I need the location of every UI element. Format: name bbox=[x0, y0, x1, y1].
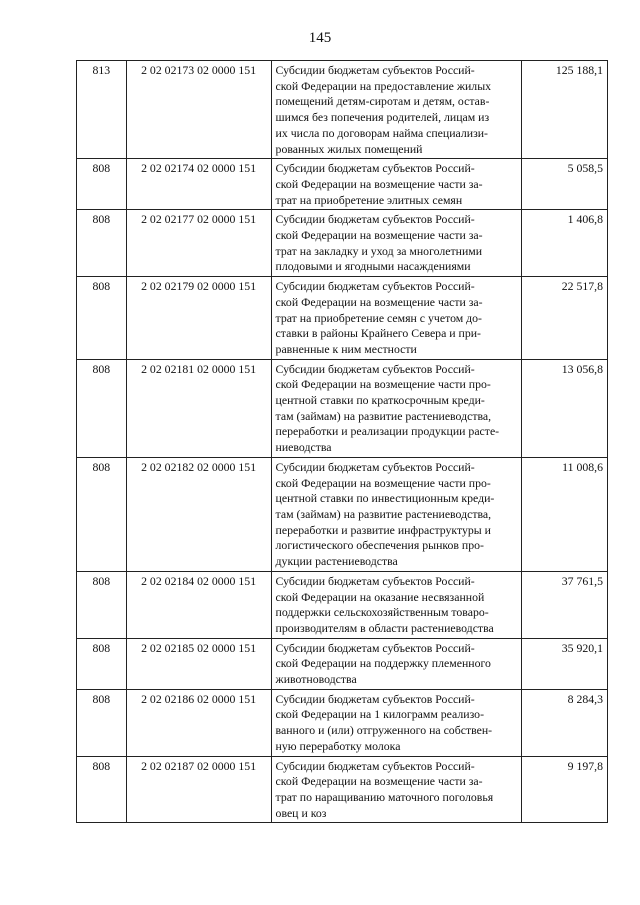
description-line: переработки и развитие инфраструктуры и bbox=[275, 522, 491, 537]
budget-code-cell: 2 02 02181 02 0000 151 bbox=[126, 359, 271, 457]
budget-code-cell: 2 02 02186 02 0000 151 bbox=[126, 689, 271, 756]
description-line: ской Федерации на 1 килограмм реализо- bbox=[275, 707, 485, 722]
description-line: ской Федерации на возмещение части за- bbox=[275, 176, 483, 191]
description-line: там (займам) на развитие растениеводства, bbox=[275, 408, 492, 423]
budget-code-cell: 2 02 02173 02 0000 151 bbox=[126, 61, 271, 159]
amount-cell: 9 197,8 bbox=[521, 756, 607, 823]
budget-code-cell: 2 02 02174 02 0000 151 bbox=[126, 159, 271, 210]
description-cell bbox=[271, 756, 521, 823]
table-row bbox=[77, 457, 608, 571]
description-line: дукции растениеводства bbox=[275, 554, 398, 569]
admin-code-cell: 808 bbox=[77, 277, 127, 360]
description-line: овец и коз bbox=[275, 805, 327, 820]
budget-code-cell: 2 02 02185 02 0000 151 bbox=[126, 638, 271, 689]
description-line: центной ставки по краткосрочным креди- bbox=[275, 393, 485, 408]
admin-code-cell: 808 bbox=[77, 457, 127, 571]
description-line: Субсидии бюджетам субъектов Россий- bbox=[275, 361, 475, 376]
admin-code-cell: 808 bbox=[77, 210, 127, 277]
description-cell bbox=[271, 689, 521, 756]
description-line: ставки в районы Крайнего Севера и при- bbox=[275, 326, 481, 341]
description-cell bbox=[271, 457, 521, 571]
amount-cell: 125 188,1 bbox=[521, 61, 607, 159]
description-line: шимся без попечения родителей, лицам из bbox=[275, 110, 490, 125]
description-line: ской Федерации на оказание несвязанной bbox=[275, 589, 485, 604]
page-number: 145 bbox=[308, 30, 332, 46]
description-line: Субсидии бюджетам субъектов Россий- bbox=[275, 573, 475, 588]
description-cell bbox=[271, 359, 521, 457]
revenue-table bbox=[76, 60, 608, 823]
description-line: равненные к ним местности bbox=[275, 341, 417, 356]
table-row bbox=[77, 159, 608, 210]
description-line: животноводства bbox=[275, 672, 357, 687]
amount-cell: 8 284,3 bbox=[521, 689, 607, 756]
description-cell bbox=[271, 210, 521, 277]
table-row bbox=[77, 277, 608, 360]
admin-code-cell: 808 bbox=[77, 571, 127, 638]
description-line: ской Федерации на возмещение части про- bbox=[275, 475, 491, 490]
admin-code-cell: 813 bbox=[77, 61, 127, 159]
description-line: ской Федерации на возмещение части за- bbox=[275, 774, 483, 789]
amount-cell: 11 008,6 bbox=[521, 457, 607, 571]
admin-code-cell: 808 bbox=[77, 159, 127, 210]
description-line: рованных жилых помещений bbox=[275, 141, 423, 156]
table-row bbox=[77, 210, 608, 277]
description-line: там (займам) на развитие растениеводства, bbox=[275, 506, 492, 521]
budget-code-cell: 2 02 02184 02 0000 151 bbox=[126, 571, 271, 638]
description-line: помещений детям-сиротам и детям, остав- bbox=[275, 94, 490, 109]
budget-code-cell: 2 02 02187 02 0000 151 bbox=[126, 756, 271, 823]
description-line: их числа по договорам найма специализи- bbox=[275, 125, 488, 140]
revenue-table-body bbox=[77, 61, 608, 823]
description-line: логистического обеспечения рынков про- bbox=[275, 538, 484, 553]
description-line: ской Федерации на возмещение части за- bbox=[275, 294, 483, 309]
description-line: Субсидии бюджетам субъектов Россий- bbox=[275, 691, 475, 706]
description-line: ской Федерации на возмещение части за- bbox=[275, 228, 483, 243]
description-line: переработки и реализации продукции расте- bbox=[275, 424, 500, 439]
description-cell bbox=[271, 277, 521, 360]
description-line: производителям в области растениеводства bbox=[275, 620, 494, 635]
description-cell bbox=[271, 571, 521, 638]
description-line: Субсидии бюджетам субъектов Россий- bbox=[275, 63, 475, 77]
amount-cell: 35 920,1 bbox=[521, 638, 607, 689]
amount-cell: 5 058,5 bbox=[521, 159, 607, 210]
description-line: ской Федерации на поддержку племенного bbox=[275, 656, 491, 671]
description-line: Субсидии бюджетам субъектов Россий- bbox=[275, 161, 475, 176]
description-line: ской Федерации на предоставление жилых bbox=[275, 78, 492, 93]
admin-code-cell: 808 bbox=[77, 638, 127, 689]
admin-code-cell: 808 bbox=[77, 756, 127, 823]
description-line: Субсидии бюджетам субъектов Россий- bbox=[275, 279, 475, 294]
table-row bbox=[77, 61, 608, 159]
amount-cell: 1 406,8 bbox=[521, 210, 607, 277]
description-line: ниеводства bbox=[275, 440, 332, 455]
description-line: центной ставки по инвестиционным креди- bbox=[275, 491, 495, 506]
description-line: Субсидии бюджетам субъектов Россий- bbox=[275, 459, 475, 474]
amount-cell: 37 761,5 bbox=[521, 571, 607, 638]
description-line: поддержки сельскохозяйственным товаро- bbox=[275, 605, 489, 620]
amount-cell: 22 517,8 bbox=[521, 277, 607, 360]
description-line: Субсидии бюджетам субъектов Россий- bbox=[275, 758, 475, 773]
table-row bbox=[77, 359, 608, 457]
description-line: ской Федерации на возмещение части про- bbox=[275, 377, 491, 392]
budget-code-cell: 2 02 02179 02 0000 151 bbox=[126, 277, 271, 360]
table-row bbox=[77, 638, 608, 689]
description-cell bbox=[271, 159, 521, 210]
table-row bbox=[77, 756, 608, 823]
admin-code-cell: 808 bbox=[77, 689, 127, 756]
description-line: трат на приобретение элитных семян bbox=[275, 192, 463, 207]
description-line: плодовыми и ягодными насаждениями bbox=[275, 259, 471, 274]
description-line: ную переработку молока bbox=[275, 738, 401, 753]
description-line: Субсидии бюджетам субъектов Россий- bbox=[275, 212, 475, 227]
description-line: ванного и (или) отгруженного на собствен- bbox=[275, 723, 493, 738]
table-row bbox=[77, 571, 608, 638]
description-cell bbox=[271, 61, 521, 159]
budget-code-cell: 2 02 02182 02 0000 151 bbox=[126, 457, 271, 571]
description-line: Субсидии бюджетам субъектов Россий- bbox=[275, 640, 475, 655]
description-line: трат на приобретение семян с учетом до- bbox=[275, 310, 482, 325]
amount-cell: 13 056,8 bbox=[521, 359, 607, 457]
description-cell bbox=[271, 638, 521, 689]
description-line: трат на закладку и уход за многолетними bbox=[275, 243, 483, 258]
description-line: трат по наращиванию маточного поголовья bbox=[275, 789, 494, 804]
table-row bbox=[77, 689, 608, 756]
budget-code-cell: 2 02 02177 02 0000 151 bbox=[126, 210, 271, 277]
admin-code-cell: 808 bbox=[77, 359, 127, 457]
